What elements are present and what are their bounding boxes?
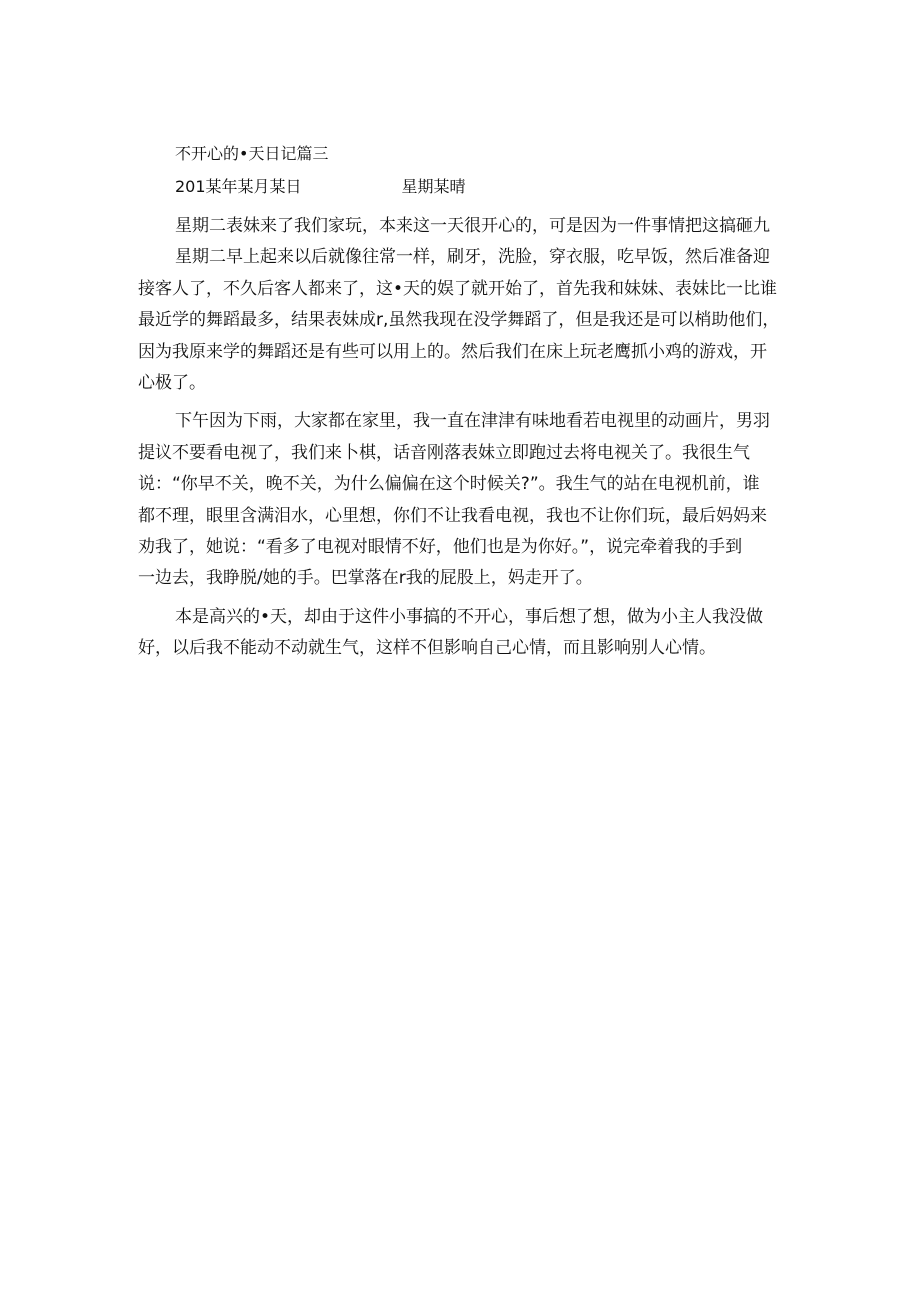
text-line: 说：“你早不关，晚不关，为什么偏偏在这个时候关?”。我生气的站在电视机前，谁 — [138, 474, 760, 495]
paragraph — [138, 211, 778, 242]
text-line: 最近学的舞蹈最多，结果表妹成r,虽然我现在没学舞蹈了，但是我还是可以梢助他们， — [138, 310, 780, 331]
text-line: 提议不要看电视了，我们来卜棋，话音刚落表妹立即跑过去将电视关了。我很生气 — [138, 442, 750, 463]
text-line: 接客人了，不久后客人都来了，这•天的娱了就开始了，首先我和妹妹、表妹比一比谁 — [138, 278, 778, 299]
text-line: 劝我了，她说：“看多了电视对眼情不好，他们也是为你好。”，说完牵着我的手到 — [138, 536, 743, 557]
diary-date: 201某年某月某日 — [175, 177, 302, 196]
text-line: 好，以后我不能动不动就生气，这样不但影响自己心情，而且影响别人心情。 — [138, 638, 716, 659]
text-line: 心极了。 — [138, 372, 206, 393]
paragraph — [138, 242, 778, 399]
paragraph — [138, 602, 778, 665]
text-line: 都不理，眼里含满泪水，心里想，你们不让我看电视，我也不让你们玩，最后妈妈来 — [138, 505, 767, 526]
diary-body — [138, 211, 778, 664]
document-title: 不开心的•天日记篇三 — [175, 144, 329, 163]
text-line: 星期二早上起来以后就像往常一样，刷牙，洗脸，穿衣服，吃早饭，然后准备迎 — [175, 247, 770, 268]
diary-weather: 星期某晴 — [401, 177, 466, 196]
text-line: 因为我原来学的舞蹈还是有些可以用上的。然后我们在床上玩老鹰抓小鸡的游戏，开 — [138, 341, 767, 362]
text-line: 一边去，我睁脱/她的手。巴掌落在r我的屁股上，妈走开了。 — [138, 568, 593, 589]
paragraph — [138, 406, 778, 594]
text-line: 下午因为下雨，大家都在家里，我一直在津津有味地看若电视里的动画片，男羽 — [175, 411, 770, 432]
date-line — [175, 175, 466, 199]
text-line: 本是高兴的•天，却由于这件小事搞的不开心，事后想了想，做为小主人我没做 — [175, 606, 764, 627]
text-line: 星期二表妹来了我们家玩，本来这一天很开心的，可是因为一件事情把这搞砸九 — [175, 216, 770, 236]
